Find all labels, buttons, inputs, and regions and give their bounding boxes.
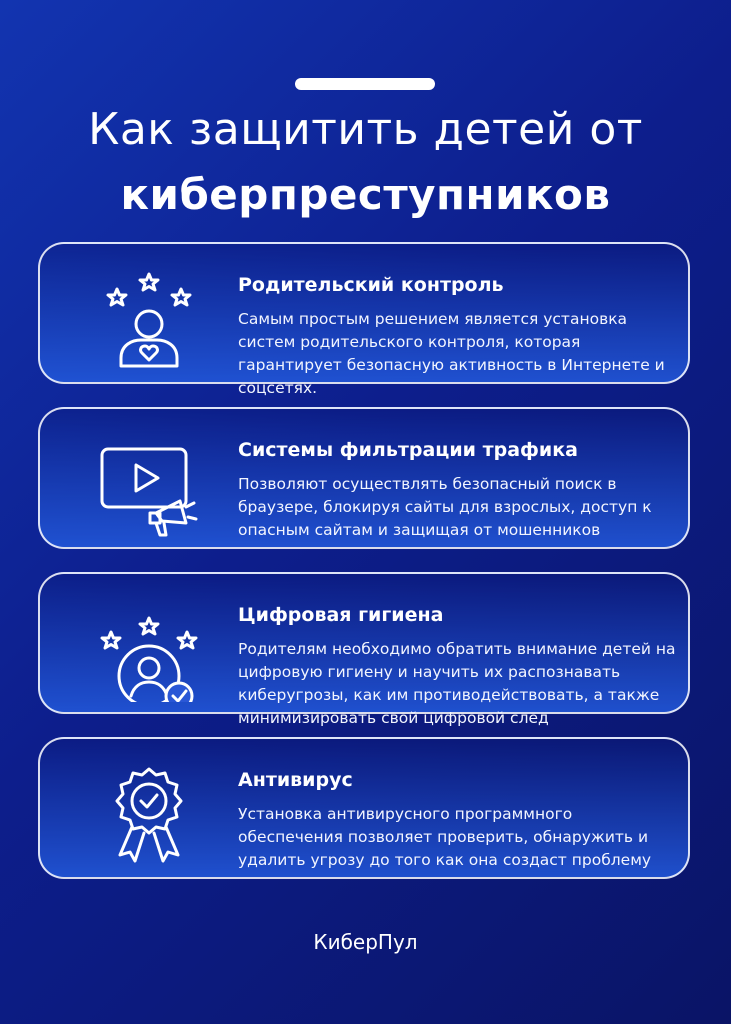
award-badge-check-icon [94,757,204,867]
card-parental-control [38,242,690,397]
page-title-line-2: киберпреступников [120,170,611,219]
card-description: Установка антивирусного программного обеспечения позволяет проверить, обнаружить и удалить угрозу до того как она создаст проблему [238,805,652,869]
card-heading: Цифровая гигиена [238,604,444,626]
video-megaphone-icon [94,427,204,537]
card-traffic-filtering [38,407,690,549]
card-description: Самым простым решением является установка систем родительского контроля, которая гарантирует безопасную активность в Интернете и соцсетях. [238,310,665,397]
card-heading: Системы фильтрации трафика [238,439,578,461]
brand-footer: КиберПул [313,930,418,954]
card-heading: Родительский контроль [238,274,504,296]
decorative-top-bar [295,78,435,90]
card-heading: Антивирус [238,769,353,791]
user-with-stars-heart-icon [94,262,204,372]
card-antivirus [38,737,690,879]
card-description: Родителям необходимо обратить внимание детей на цифровую гигиену и научить их распознавать киберугрозы, как им противодействовать, а также минимизировать свой цифровой след [238,640,676,727]
card-digital-hygiene [38,572,690,727]
page-title-line-1: Как защитить детей от [88,104,643,155]
user-with-stars-check-icon [94,592,204,702]
card-description: Позволяют осуществлять безопасный поиск в браузере, блокируя сайты для взрослых, доступ к опасным сайтам и защищая от мошенников [238,475,652,539]
